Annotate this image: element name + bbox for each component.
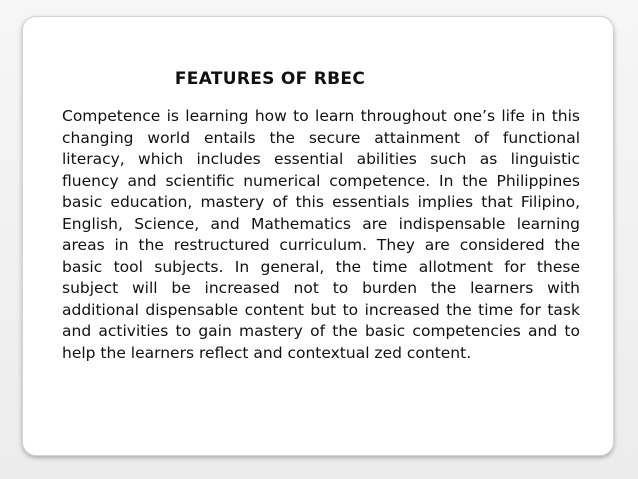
slide-frame [22,16,614,456]
slide-body-text: Competence is learning how to learn throughout one’s life in this changing world entails the secure attainment of functional literacy, which includes essential abilities such as linguistic fluency and scientific numerical competence. In the Philippines basic education, mastery of this essentials implies that Filipino, English, Science, and Mathematics are indispensable learning areas in the restructured curriculum. They are considered the basic tool subjects. In general, the time allotment for these subject will be increased not to burden the learners with additional dispensable content but to increased the time for task and activities to gain mastery of the basic competencies and to help the learners reflect and contextual zed content. [62,107,580,362]
slide-title: FEATURES OF RBEC [174,69,366,89]
